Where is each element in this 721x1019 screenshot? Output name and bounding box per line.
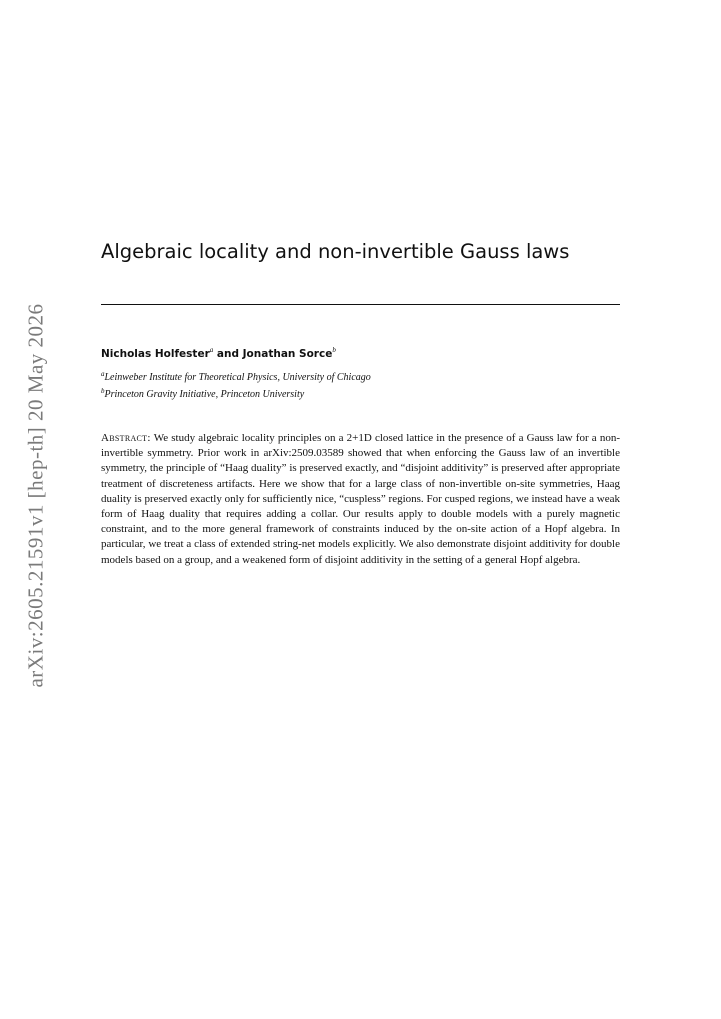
author-name: Jonathan Sorce [242, 348, 333, 360]
abstract [101, 431, 620, 568]
abstract-text: We study algebraic locality principles on a 2+1D closed lattice in the presence of a Gauss law for a non-invertible symmetry. Prior work in arXiv:2509.03589 showed that when enforcing the Gauss law of an invertible symmetry, the principle of “Haag duality” is preserved exactly, and “disjoint additivity” is preserved after appropriate treatment of discreteness artifacts. Here we show that for a large class of non-invertible on-site symmetries, Haag duality is preserved exactly only for sufficiently nice, “cuspless” regions. For cusped regions, we instead have a weak form of Haag duality that requires adding a collar. Our results apply to double models with a purely magnetic constraint, and to the more general framework of constraints induced by the on-site action of a Hopf algebra. In particular, we treat a class of extended string-net models explicitly. We also demonstrate disjoint additivity for double models based on a group, and a weakened form of disjoint additivity in the setting of a general Hopf algebra. [101, 432, 620, 566]
affiliation-mark: b [101, 387, 105, 395]
author-list [101, 346, 336, 360]
abstract-label: Abstract: [101, 432, 151, 444]
affiliation-mark: b [332, 346, 336, 354]
affiliation-line [101, 387, 304, 400]
arxiv-identifier-text: arXiv:2605.21591v1 [hep-th] 20 May 2026 [23, 302, 48, 688]
affiliation-text: Princeton Gravity Initiative, Princeton University [104, 389, 305, 400]
author-name: Nicholas Holfester [101, 348, 210, 360]
title-rule [101, 304, 620, 305]
author-conjunction: and [216, 348, 239, 360]
affiliation-line [101, 370, 371, 383]
affiliation-text: Leinweber Institute for Theoretical Physics, University of Chicago [104, 372, 371, 383]
paper-title: Algebraic locality and non-invertible Gauss laws [101, 240, 570, 263]
affiliation-mark: a [101, 370, 105, 378]
arxiv-identifier-stamp [16, 290, 56, 700]
affiliation-mark: a [209, 346, 214, 354]
